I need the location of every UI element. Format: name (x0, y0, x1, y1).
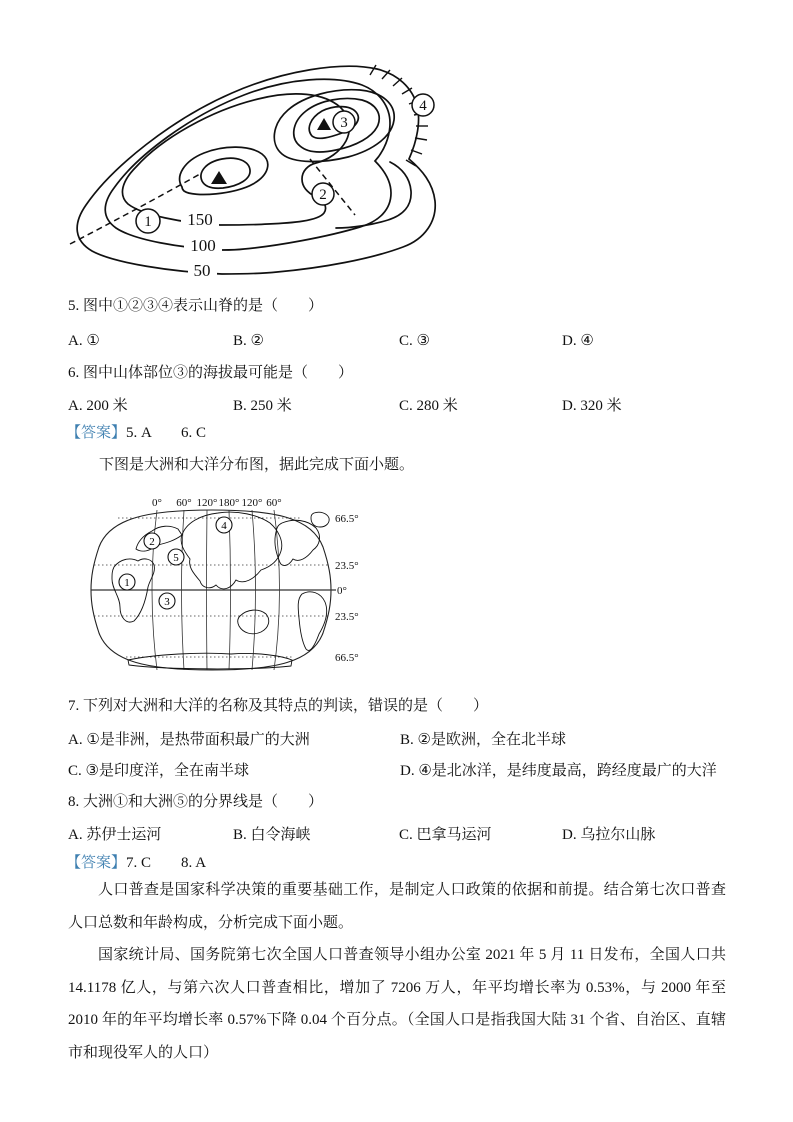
answer-line-5-6 (66, 421, 206, 442)
q7-option-c: C. ③是印度洋，全在南半球 (68, 763, 249, 779)
q8-option-a: A. 苏伊士运河 (68, 827, 162, 843)
q7-option-a: A. ①是非洲，是热带面积最广的大洲 (68, 732, 310, 748)
lat-label-0: 0° (337, 585, 347, 597)
world-point-markers (119, 517, 232, 609)
elevation-label-50: 50 (193, 261, 211, 280)
lon-label-180: 180° (218, 497, 240, 509)
circled-1: 1 (144, 214, 152, 230)
contour-map-figure (72, 62, 454, 294)
circled-4: 4 (419, 98, 427, 114)
question-6-stem: 6. 图中山体部位③的海拔最可能是（ ） (68, 365, 354, 381)
answer-value: 5. A 6. C (126, 425, 207, 441)
circled-1: 1 (124, 577, 130, 589)
peak-icon (317, 118, 331, 130)
elevation-label-100: 100 (190, 236, 216, 255)
lon-label-120w: 120° (241, 497, 263, 509)
answer-value: 7. C 8. A (126, 855, 207, 871)
circled-2: 2 (149, 536, 155, 548)
lon-label-60e: 60° (176, 497, 192, 509)
q7-option-b: B. ②是欧洲，全在北半球 (400, 732, 566, 748)
lon-label-0: 0° (152, 497, 162, 509)
q5-option-a: A. ① (68, 333, 100, 349)
dashed-valley-line-1 (70, 174, 200, 244)
lat-label-23n: 23.5° (335, 560, 359, 572)
answer-label: 【答案】 (66, 855, 127, 871)
lon-label-60w: 60° (266, 497, 282, 509)
circled-3: 3 (340, 115, 348, 131)
circled-5: 5 (173, 552, 179, 564)
question-8-stem: 8. 大洲①和大洲⑤的分界线是（ ） (68, 794, 324, 810)
contour-lines (77, 66, 435, 274)
q6-option-a: A. 200 米 (68, 398, 128, 414)
circled-3: 3 (164, 596, 170, 608)
contour-line-150 (122, 94, 349, 225)
lon-label-120e: 120° (196, 497, 218, 509)
lat-label-66s: 66.5° (335, 652, 359, 664)
q5-option-d: D. ④ (562, 333, 594, 349)
world-map-figure (86, 497, 398, 681)
q5-option-c: C. ③ (399, 333, 430, 349)
latitude-labels (335, 513, 359, 664)
longitude-labels (152, 497, 282, 509)
question-7-stem: 7. 下列对大洲和大洋的名称及其特点的判读，错误的是（ ） (68, 698, 489, 714)
coastline-south-america (298, 592, 326, 651)
q8-option-c: C. 巴拿马运河 (399, 827, 492, 843)
q7-option-d: D. ④是北冰洋，是纬度最高，跨经度最广的大洋 (400, 763, 717, 779)
lat-label-66n: 66.5° (335, 513, 359, 525)
q6-option-d: D. 320 米 (562, 398, 622, 414)
peak-icon (211, 171, 227, 184)
q8-option-d: D. 乌拉尔山脉 (562, 827, 656, 843)
census-intro-paragraph: 人口普查是国家科学决策的重要基础工作，是制定人口政策的依据和前提。结合第七次口普查人口总数和年龄构成，分析完成下面小题。 (68, 882, 726, 931)
q6-option-b: B. 250 米 (233, 398, 292, 414)
elevation-labels (181, 210, 222, 280)
valley-dashed-lines (70, 159, 355, 244)
circled-4: 4 (221, 520, 227, 532)
coastline-australia (238, 610, 269, 634)
answer-line-7-8 (66, 851, 206, 872)
census-data-paragraph: 国家统计局、国务院第七次全国人口普查领导小组办公室 2021 年 5 月 11 日发布，全国人口共 14.1178 亿人，与第六次人口普查相比，增加了 7206 万人，年平均增长率为 0.53%，与 2000 年至 2010 年的年平均增长率 0.57%下降 0.04 个百分点。（全国人口是指我国大陆 31 个省、自治区、直辖市和现役军人的人口） (68, 947, 726, 1061)
q5-option-b: B. ② (233, 333, 264, 349)
circled-2: 2 (319, 187, 327, 203)
q6-option-c: C. 280 米 (399, 398, 458, 414)
lat-label-23s: 23.5° (335, 611, 359, 623)
map-intro-text: 下图是大洲和大洋分布图，据此完成下面小题。 (99, 457, 415, 473)
elevation-label-150: 150 (187, 210, 213, 229)
contour-spur-line (336, 162, 411, 228)
q8-option-b: B. 白令海峡 (233, 827, 311, 843)
question-5-stem: 5. 图中①②③④表示山脊的是（ ） (68, 298, 324, 314)
answer-label: 【答案】 (66, 425, 127, 441)
coastline-greenland (311, 512, 329, 527)
